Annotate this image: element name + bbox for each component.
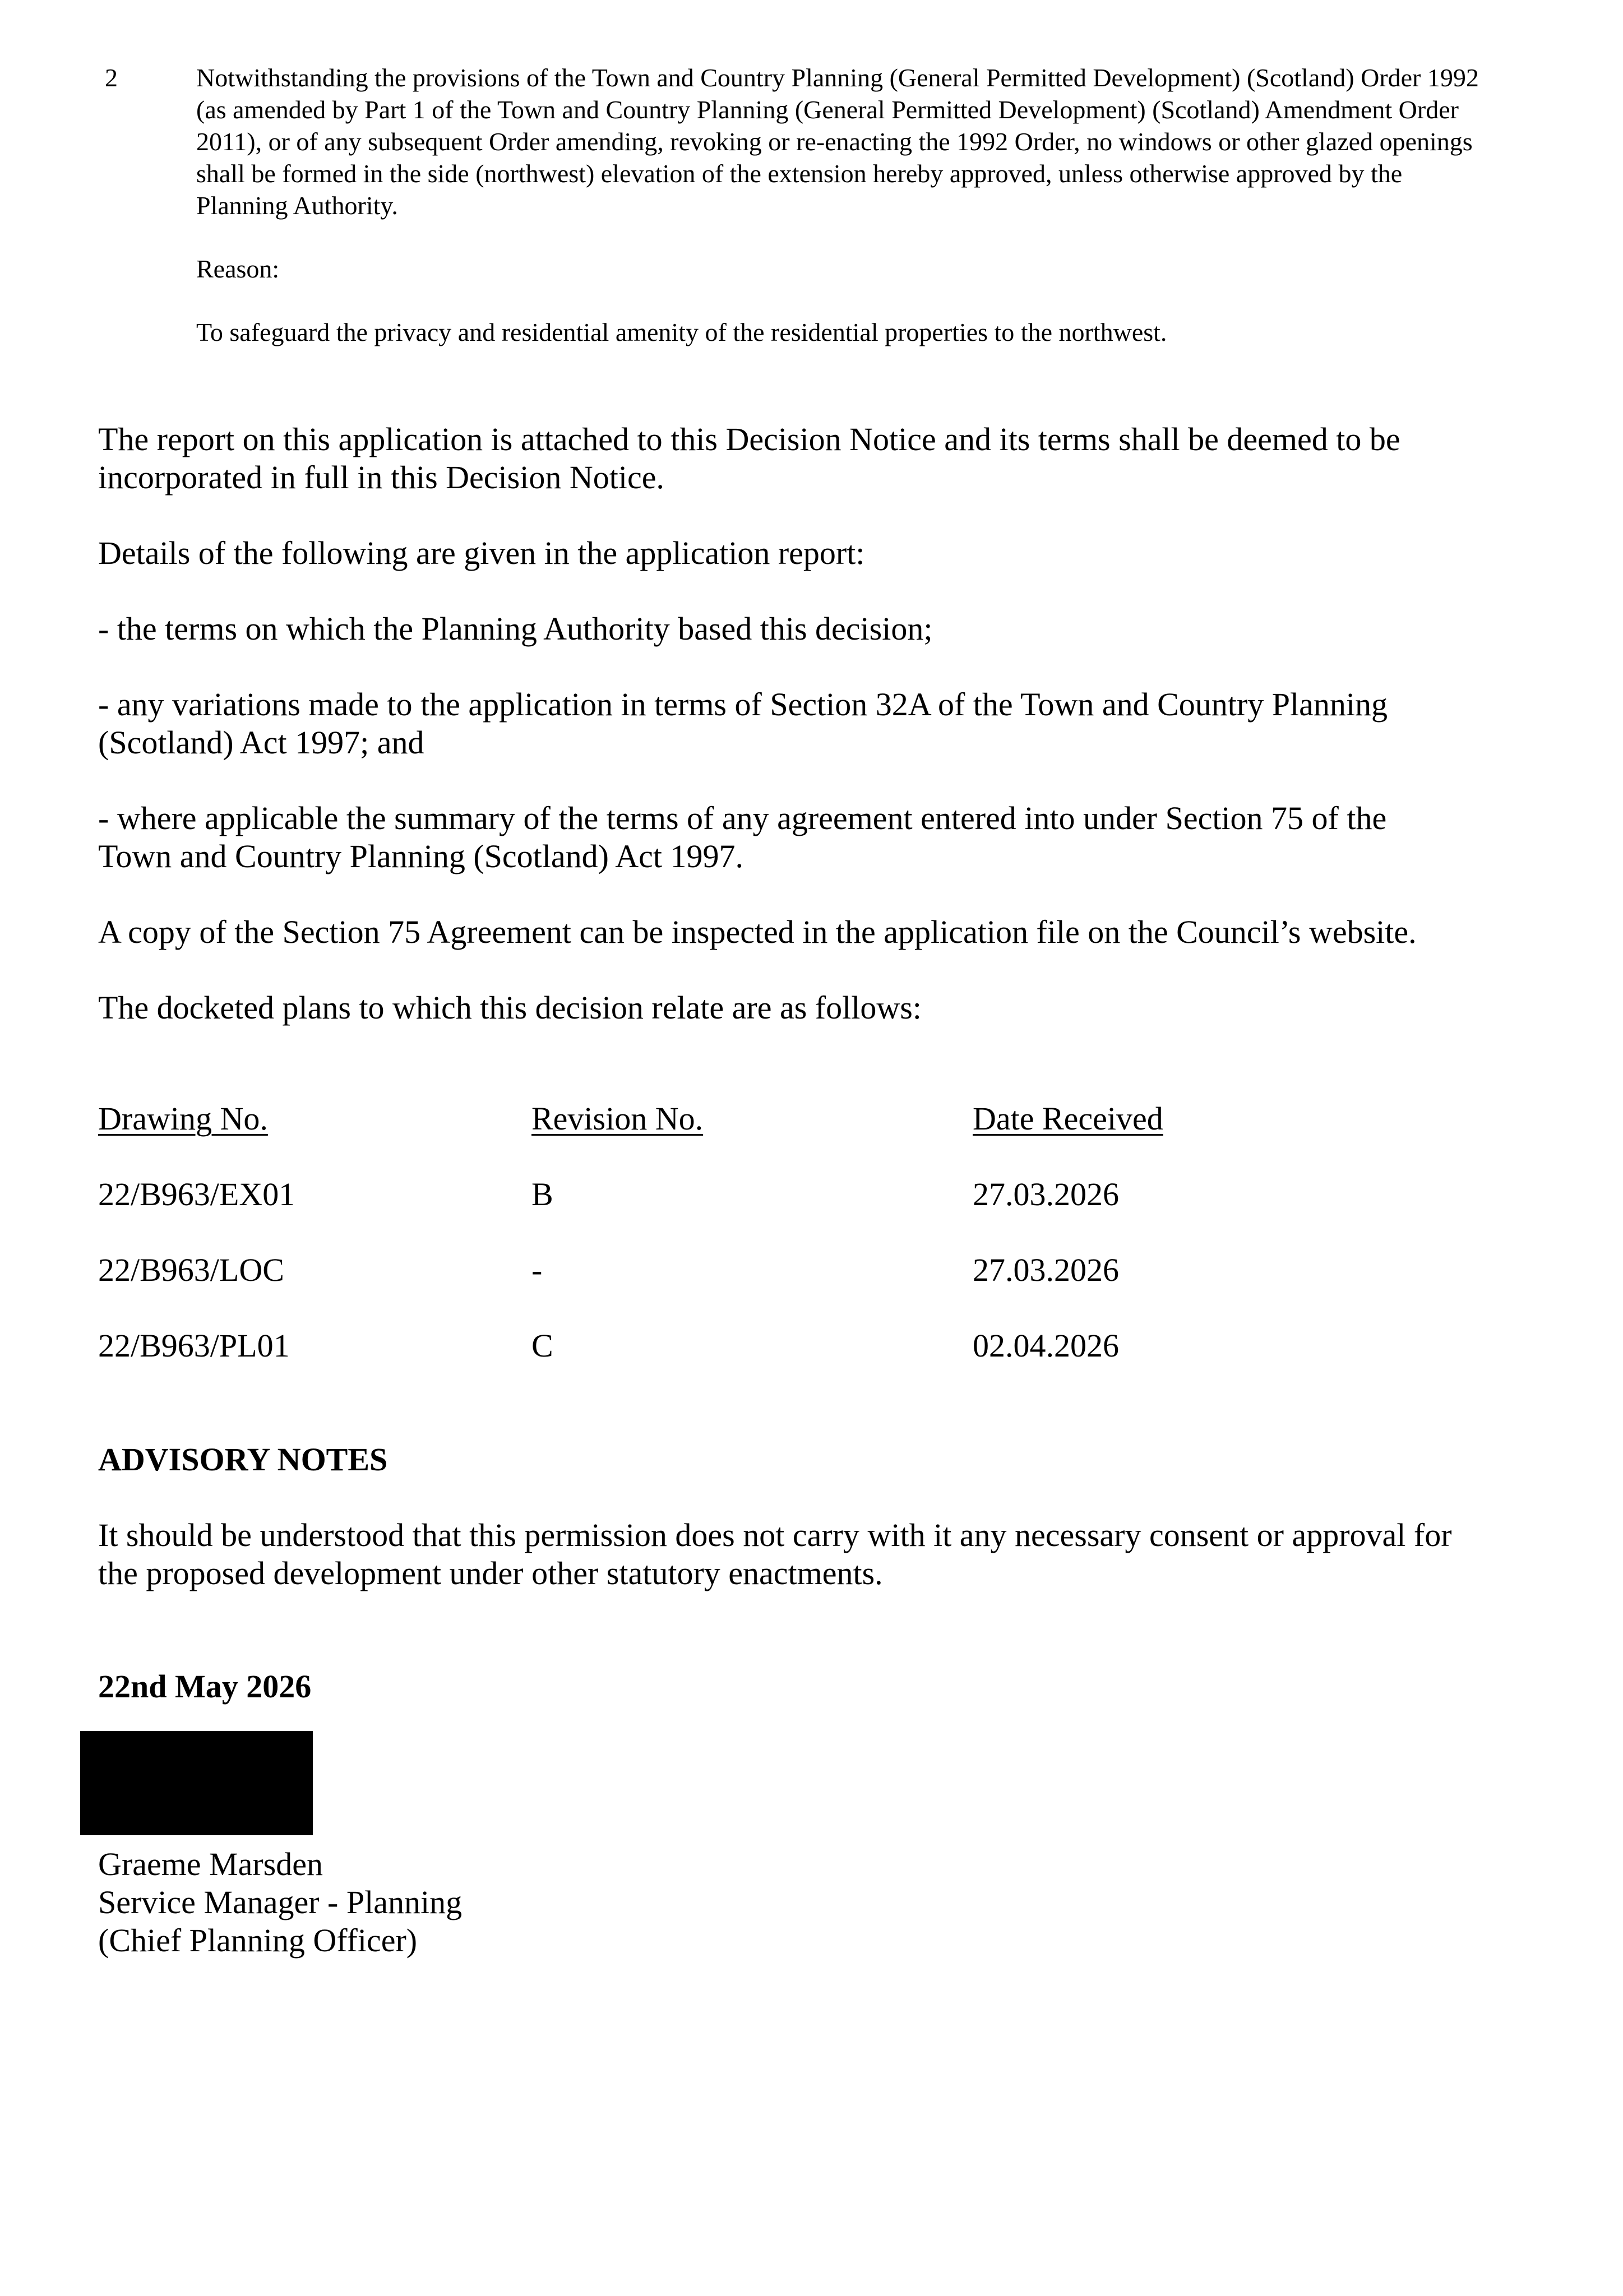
revision-no-cell: - — [531, 1252, 543, 1288]
signatory-block — [98, 1845, 939, 1960]
plans-header-row — [98, 1100, 1444, 1138]
date-received-cell: 27.03.2026 — [973, 1252, 1119, 1288]
revision-no-cell: C — [531, 1327, 553, 1364]
advisory-heading: ADVISORY NOTES — [98, 1441, 388, 1478]
table-row — [98, 1251, 1444, 1289]
docketed-plans-table — [98, 1100, 1444, 1402]
signatory-role: Service Manager - Planning — [98, 1884, 463, 1920]
report-attached-paragraph: The report on this application is attached to this Decision Notice and its terms shall be deemed to be incorporated in full in this Decision Notice. — [98, 421, 1400, 496]
reason-text: To safeguard the privacy and residential amenity of the residential properties to the northwest. — [196, 318, 1167, 346]
details-intro-paragraph: Details of the following are given in the application report: — [98, 535, 865, 571]
revision-no-header: Revision No. — [531, 1100, 704, 1137]
condition-text: Notwithstanding the provisions of the Town and Country Planning (General Permitted Development) (Scotland) Order 1992 (as amended by Part 1 of the Town and Country Planning (General Permitted Development) (Scotland) Amendment Order 2011), or of any subsequent Order amending, revoking or re-enacting the 1992 Order, no windows or other glazed openings shall be formed in the side (northwest) elevation of the extension hereby approved, unless otherwise approved by the Planning Authority. — [196, 63, 1479, 220]
date-received-cell: 27.03.2026 — [973, 1176, 1119, 1212]
terms-bullet: - the terms on which the Planning Authority based this decision; — [98, 610, 933, 647]
agreement-bullet: - where applicable the summary of the terms of any agreement entered into under Section 75 of the Town and Country Planning (Scotland) Act 1997. — [98, 800, 1387, 874]
signoff-date-block — [98, 1668, 939, 1706]
decision-date: 22nd May 2026 — [98, 1668, 312, 1705]
plans-intro-paragraph: The docketed plans to which this decision relate are as follows: — [98, 989, 922, 1026]
advisory-notes — [98, 1441, 1455, 1593]
revision-no-cell: B — [531, 1176, 553, 1212]
reason-label: Reason: — [196, 254, 280, 283]
drawing-no-cell: 22/B963/PL01 — [98, 1327, 290, 1364]
table-row — [98, 1327, 1444, 1365]
redacted-signature — [80, 1731, 313, 1835]
section75-copy-paragraph: A copy of the Section 75 Agreement can be inspected in the application file on the Council’s website. — [98, 914, 1417, 950]
table-row — [98, 1175, 1444, 1214]
date-received-cell: 02.04.2026 — [973, 1327, 1119, 1364]
notice-body — [98, 420, 1455, 1064]
variations-bullet: - any variations made to the application in terms of Section 32A of the Town and Country Planning (Scotland) Act 1997; and — [98, 686, 1388, 761]
drawing-no-header: Drawing No. — [98, 1100, 268, 1137]
date-received-header: Date Received — [973, 1100, 1163, 1137]
signatory-name: Graeme Marsden — [98, 1846, 323, 1882]
drawing-no-cell: 22/B963/EX01 — [98, 1176, 295, 1212]
condition-body — [196, 62, 1486, 348]
drawing-no-cell: 22/B963/LOC — [98, 1252, 284, 1288]
condition-number: 2 — [105, 63, 118, 92]
advisory-text: It should be understood that this permission does not carry with it any necessary consent or approval for the proposed development under other statutory enactments. — [98, 1517, 1452, 1591]
signatory-title: (Chief Planning Officer) — [98, 1922, 418, 1959]
